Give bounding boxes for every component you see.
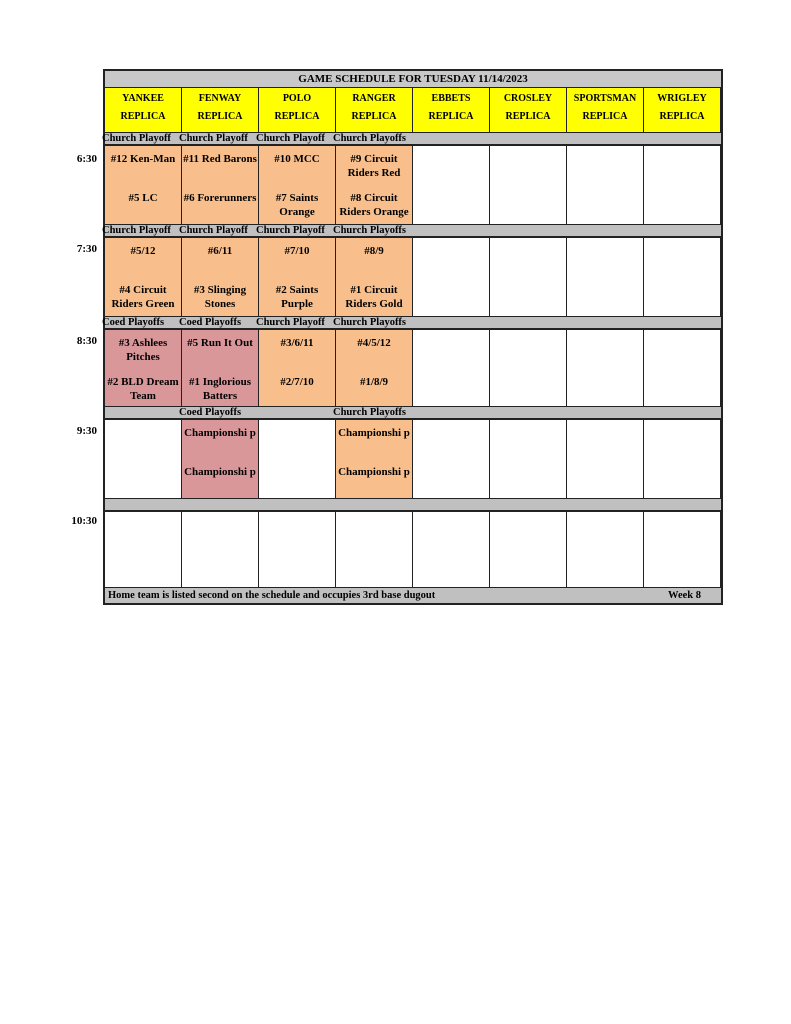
- home-team: #8 Circuit Riders Orange: [339, 192, 409, 218]
- field-subtitle: REPLICA: [428, 111, 474, 122]
- empty-slot-cell: [105, 512, 182, 590]
- empty-slot-cell: [644, 420, 721, 500]
- empty-slot-cell: [490, 238, 567, 318]
- home-team: #5 LC: [128, 192, 158, 204]
- home-team: #3 Slinging Stones: [193, 284, 247, 310]
- empty-slot-cell: [413, 512, 490, 590]
- empty-slot-cell: [490, 512, 567, 590]
- home-team: #7 Saints Orange: [275, 192, 319, 218]
- home-team: #2/7/10: [280, 376, 314, 388]
- away-team: #9 Circuit Riders Red: [347, 153, 401, 179]
- away-team: #3 Ashlees Pitches: [118, 337, 168, 363]
- game-cell: [259, 238, 336, 318]
- time-slot-label: 9:30: [76, 425, 97, 437]
- empty-slot-cell: [644, 330, 721, 410]
- division-label: Coed Playoffs: [179, 407, 242, 418]
- home-team: #1 Circuit Riders Gold: [345, 284, 403, 310]
- empty-slot-cell: [644, 512, 721, 590]
- away-team: #8/9: [364, 245, 384, 257]
- division-label: Coed Playoffs: [102, 317, 165, 328]
- division-label: Church Playoff: [179, 225, 248, 236]
- field-header-sportsman: [567, 88, 644, 132]
- division-label: Church Playoff: [256, 317, 325, 328]
- division-label: Church Playoff: [179, 133, 248, 144]
- field-header-crosley: [490, 88, 567, 132]
- home-team: Championshi p: [338, 466, 410, 478]
- footer-note: Home team is listed second on the schedule and occupies 3rd base dugout: [108, 590, 436, 601]
- field-subtitle: REPLICA: [659, 111, 705, 122]
- away-team: #7/10: [284, 245, 310, 257]
- division-label: Church Playoff: [102, 133, 171, 144]
- field-subtitle: REPLICA: [582, 111, 628, 122]
- away-team: #5/12: [130, 245, 156, 257]
- schedule-title: GAME SCHEDULE FOR TUESDAY 11/14/2023: [105, 71, 721, 88]
- time-slot-label: 10:30: [71, 515, 97, 527]
- empty-slot-cell: [490, 330, 567, 410]
- division-label: Church Playoff: [256, 133, 325, 144]
- field-name: FENWAY: [198, 93, 242, 104]
- away-team: #10 MCC: [274, 153, 320, 165]
- away-team: #6/11: [207, 245, 233, 257]
- footer-bar: [105, 587, 721, 603]
- empty-slot-cell: [105, 420, 182, 500]
- away-team: #12 Ken-Man: [110, 153, 176, 165]
- field-subtitle: REPLICA: [120, 111, 166, 122]
- division-label: Coed Playoffs: [179, 317, 242, 328]
- away-team: #11 Red Barons: [183, 153, 257, 165]
- game-cell: [336, 146, 413, 226]
- field-name: POLO: [282, 93, 312, 104]
- empty-slot-cell: [490, 420, 567, 500]
- field-header-yankee: [105, 88, 182, 132]
- field-name: YANKEE: [122, 93, 164, 104]
- field-subtitle: REPLICA: [274, 111, 320, 122]
- empty-slot-cell: [567, 146, 644, 226]
- empty-slot-cell: [644, 238, 721, 318]
- division-label: Church Playoff: [256, 225, 325, 236]
- empty-slot-cell: [182, 512, 259, 590]
- field-header-fenway: [182, 88, 259, 132]
- field-name: CROSLEY: [503, 93, 553, 104]
- division-label: Church Playoffs: [333, 407, 407, 418]
- game-cell: [182, 238, 259, 318]
- away-team: Championshi p: [184, 427, 256, 439]
- empty-slot-cell: [567, 238, 644, 318]
- field-header-polo: [259, 88, 336, 132]
- game-cell: [182, 146, 259, 226]
- home-team: #4 Circuit Riders Green: [111, 284, 175, 310]
- home-team: #6 Forerunners: [183, 192, 257, 204]
- division-label: Church Playoff: [102, 225, 171, 236]
- away-team: #3/6/11: [280, 337, 314, 349]
- empty-slot-cell: [644, 146, 721, 226]
- empty-slot-cell: [567, 330, 644, 410]
- game-cell: [182, 330, 259, 410]
- game-cell: [105, 330, 182, 410]
- empty-slot-cell: [413, 420, 490, 500]
- field-subtitle: REPLICA: [197, 111, 243, 122]
- field-name: SPORTSMAN: [573, 93, 637, 104]
- time-slot-label: 6:30: [76, 153, 97, 165]
- home-team: #1/8/9: [359, 376, 389, 388]
- home-team: #2 BLD Dream Team: [107, 376, 179, 402]
- game-cell: [259, 146, 336, 226]
- empty-slot-cell: [567, 420, 644, 500]
- time-slot-label: 8:30: [76, 335, 97, 347]
- game-cell: [182, 420, 259, 500]
- schedule-table: [103, 69, 723, 605]
- game-cell: [259, 330, 336, 410]
- empty-slot-cell: [413, 238, 490, 318]
- empty-slot-cell: [259, 512, 336, 590]
- field-name: RANGER: [352, 93, 396, 104]
- field-subtitle: REPLICA: [505, 111, 551, 122]
- empty-slot-cell: [567, 512, 644, 590]
- empty-slot-cell: [490, 146, 567, 226]
- division-label: Church Playoffs: [333, 317, 407, 328]
- away-team: #5 Run It Out: [187, 337, 253, 349]
- division-label: Church Playoffs: [333, 133, 407, 144]
- empty-slot-cell: [413, 146, 490, 226]
- footer-week: Week 8: [668, 590, 701, 601]
- empty-slot-cell: [259, 420, 336, 500]
- home-team: #2 Saints Purple: [275, 284, 319, 310]
- division-label: Church Playoffs: [333, 225, 407, 236]
- time-slot-label: 7:30: [76, 243, 97, 255]
- home-team: #1 Inglorious Batters: [188, 376, 252, 402]
- division-label-row: [105, 498, 721, 512]
- game-cell: [336, 420, 413, 500]
- game-cell: [336, 238, 413, 318]
- away-team: #4/5/12: [357, 337, 391, 349]
- game-cell: [105, 146, 182, 226]
- empty-slot-cell: [413, 330, 490, 410]
- field-header-wrigley: [644, 88, 721, 132]
- home-team: Championshi p: [184, 466, 256, 478]
- away-team: Championshi p: [338, 427, 410, 439]
- field-subtitle: REPLICA: [351, 111, 397, 122]
- game-cell: [105, 238, 182, 318]
- field-header-ebbets: [413, 88, 490, 132]
- field-name: EBBETS: [431, 93, 471, 104]
- empty-slot-cell: [336, 512, 413, 590]
- game-cell: [336, 330, 413, 410]
- field-name: WRIGLEY: [657, 93, 707, 104]
- field-header-ranger: [336, 88, 413, 132]
